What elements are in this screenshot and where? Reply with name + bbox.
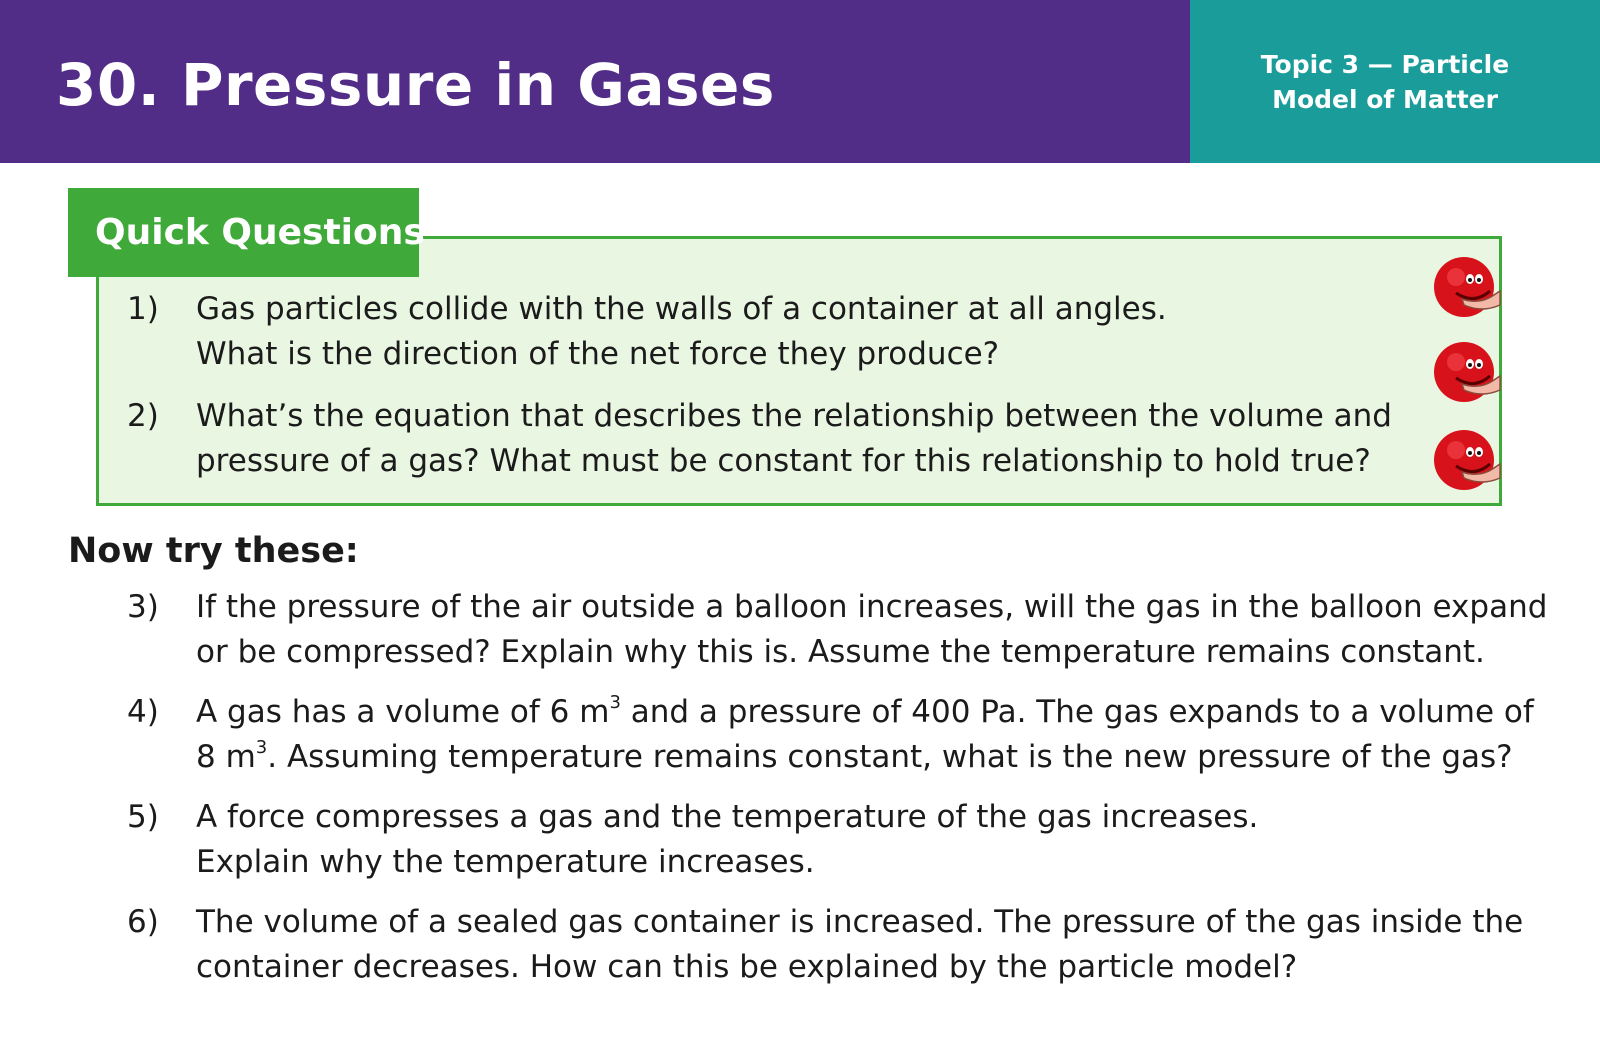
- title-bar: [0, 0, 1190, 163]
- question-text-line-1: Gas particles collide with the walls of a container at all angles.: [196, 291, 1167, 327]
- now-try-heading: Now try these:: [68, 531, 359, 571]
- question-text-line-1: A force compresses a gas and the temperature of the gas increases.: [196, 799, 1259, 835]
- question-number: 6): [127, 904, 159, 940]
- grinning-ball-icon: [1432, 428, 1502, 492]
- question-number: 2): [127, 398, 159, 434]
- question-text-line-2: container decreases. How can this be explained by the particle model?: [196, 949, 1298, 985]
- topic-box: [1190, 0, 1600, 163]
- question-text-line-1: A gas has a volume of 6 $m^3$ and a pressure of 400 Pa. The gas expands to a volume of: [196, 692, 1534, 730]
- page-title: 30. Pressure in Gases: [56, 51, 775, 119]
- question-text-line-1: The volume of a sealed gas container is increased. The pressure of the gas inside the: [196, 904, 1524, 940]
- superscript: 3: [255, 737, 268, 758]
- header: [0, 0, 1600, 163]
- superscript: 3: [609, 692, 621, 713]
- question-number: 1): [127, 291, 159, 327]
- question-text-line-1: What’s the equation that describes the relationship between the volume and: [196, 398, 1392, 434]
- quick-questions-label: Quick Questions: [95, 212, 425, 253]
- question-number: 3): [127, 589, 159, 625]
- question-text-line-2: pressure of a gas? What must be constant for this relationship to hold true?: [196, 443, 1371, 479]
- grinning-ball-icon: [1432, 255, 1502, 319]
- question-text-line-2: Explain why the temperature increases.: [196, 844, 815, 880]
- question-number: 5): [127, 799, 159, 835]
- quick-questions-tab: [68, 188, 425, 277]
- question-text-line-1: If the pressure of the air outside a balloon increases, will the gas in the balloon expand: [196, 589, 1548, 625]
- question-text-line-2: or be compressed? Explain why this is. Assume the temperature remains constant.: [196, 634, 1485, 670]
- topic-label: [1190, 47, 1580, 117]
- question-number: 4): [127, 694, 159, 730]
- topic-line-1: Topic 3 — Particle: [1260, 50, 1510, 79]
- question-text-line-2: What is the direction of the net force they produce?: [196, 336, 1000, 372]
- question-text-line-2: 8 $m^3$. Assuming temperature remains constant, what is the new pressure of the gas?: [196, 737, 1513, 775]
- grinning-ball-icon: [1432, 340, 1502, 404]
- topic-line-2: Model of Matter: [1272, 85, 1498, 114]
